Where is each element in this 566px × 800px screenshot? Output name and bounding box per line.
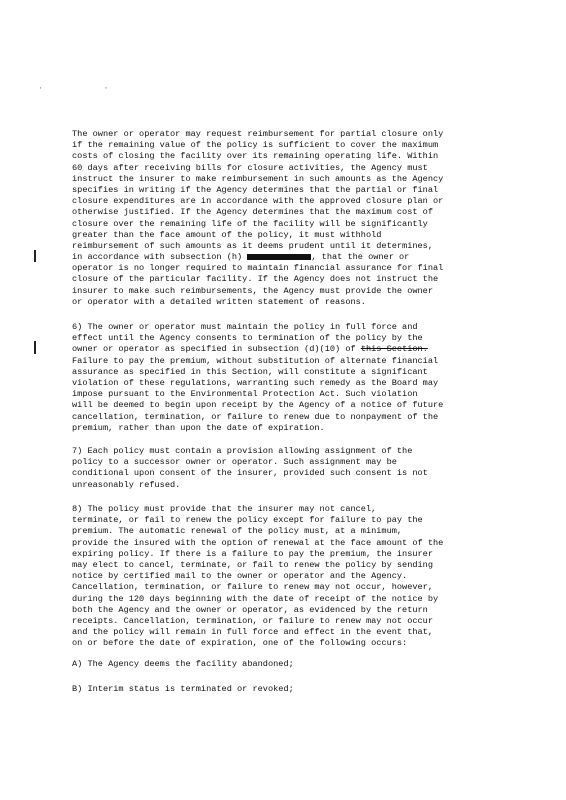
text-line: will be deemed to begin upon receipt by the Agency of a notice of future xyxy=(72,400,444,411)
text-line: violation of these regulations, warranting such remedy as the Board may xyxy=(72,377,439,388)
text-line: provide the insured with the option of renewal at the face amount of the xyxy=(72,537,444,548)
change-bar-2 xyxy=(34,341,36,354)
text-line: expiring policy. If there is a failure to pay the premium, the insurer xyxy=(72,548,433,559)
text-line: 8) The policy must provide that the insurer may not cancel, xyxy=(72,504,377,514)
change-bar-1 xyxy=(34,250,36,262)
text-line: effect until the Agency consents to termination of the policy by the xyxy=(72,333,423,344)
list-item: A) The Agency deems the facility abandoned; xyxy=(72,659,294,669)
text-line: may elect to cancel, terminate, or fail to renew the policy by sending xyxy=(72,559,433,570)
text-line: during the 120 days beginning with the date of receipt of the notice by xyxy=(72,593,439,604)
text-line: 6) The owner or operator must maintain the policy in full force and xyxy=(72,322,418,332)
redaction-mark xyxy=(247,254,311,260)
text-line: 60 days after receiving bills for closure activities, the Agency must xyxy=(72,162,428,173)
text-line: otherwise justified. If the Agency determines that the maximum cost of xyxy=(72,207,433,218)
text-line: premium. The automatic renewal of the policy must, at a minimum, xyxy=(72,526,403,537)
list-item-a xyxy=(72,659,524,670)
text-line: both the Agency and the owner or operator, as evidenced by the return xyxy=(72,604,428,615)
text-line: 7) Each policy must contain a provision allowing assignment of the xyxy=(72,446,413,456)
text-line: or operator with a detailed written statement of reasons. xyxy=(72,296,366,307)
text-line: reimbursement of such amounts as it deems prudent until it determines, xyxy=(72,240,433,251)
text-line: and the policy will remain in full force and effect in the event that, xyxy=(72,627,433,638)
text-line: assurance as specified in this Section, will constitute a significant xyxy=(72,366,428,377)
text-segment: owner or operator as specified in subsection (d)(10) of xyxy=(72,344,356,355)
text-line: receipts. Cancellation, termination, or failure to renew may not occur xyxy=(72,615,433,626)
list-item-b xyxy=(72,684,524,695)
text-line-with-strike xyxy=(72,344,524,355)
scan-specks: · · xyxy=(38,84,137,93)
text-line: The owner or operator may request reimbursement for partial closure only xyxy=(72,129,444,139)
paragraph-5 xyxy=(72,129,524,308)
text-line: instruct the insurer to make reimbursement in such amounts as the Agency xyxy=(72,173,444,184)
text-line: notice by certified mail to the owner or operator and the Agency. xyxy=(72,571,408,582)
text-line: if the remaining value of the policy is sufficient to cover the maximum xyxy=(72,140,439,151)
text-line: Failure to pay the premium, without substitution of alternate financial xyxy=(72,355,439,366)
paragraph-8 xyxy=(72,504,524,649)
text-line: unreasonably refused. xyxy=(72,479,181,490)
text-line: insurer to make such reimbursements, the Agency must provide the owner xyxy=(72,285,433,296)
text-line: on or before the date of expiration, one of the following occurs: xyxy=(72,638,408,649)
struck-text: this Section. xyxy=(360,344,428,355)
text-line: conditional upon consent of the insurer, provided such consent is not xyxy=(72,468,428,479)
list-item: B) Interim status is terminated or revoked; xyxy=(72,684,294,694)
text-line: cancellation, termination, or failure to renew due to nonpayment of the xyxy=(72,411,439,422)
text-line: closure over the remaining life of the facility will be significantly xyxy=(72,218,428,229)
text-line: greater than the face amount of the policy, it must withhold xyxy=(72,229,382,240)
text-line: closure of the particular facility. If the Agency does not instruct the xyxy=(72,274,439,285)
text-line: impose pursuant to the Environmental Protection Act. Such violation xyxy=(72,389,418,400)
paragraph-7 xyxy=(72,446,524,491)
text-line: specifies in writing if the Agency determines that the partial or final xyxy=(72,184,439,195)
paragraph-6 xyxy=(72,322,524,434)
text-line: costs of closing the facility over its remaining operating life. Within xyxy=(72,151,439,162)
text-line: premium, rather than upon the date of expiration. xyxy=(72,422,325,433)
text-line: Cancellation, termination, or failure to renew may not occur, however, xyxy=(72,582,433,593)
text-line: operator is no longer required to maintain financial assurance for final xyxy=(72,263,444,274)
text-line: terminate, or fail to renew the policy except for failure to pay the xyxy=(72,515,423,526)
text-segment: in accordance with subsection (h) xyxy=(72,252,243,263)
text-line: policy to a successor owner or operator. Such assignment may be xyxy=(72,457,397,468)
text-segment: , that the owner or xyxy=(311,252,410,263)
text-line: closure expenditures are in accordance with the approved closure plan or xyxy=(72,196,444,207)
text-line-with-redaction xyxy=(72,252,524,263)
